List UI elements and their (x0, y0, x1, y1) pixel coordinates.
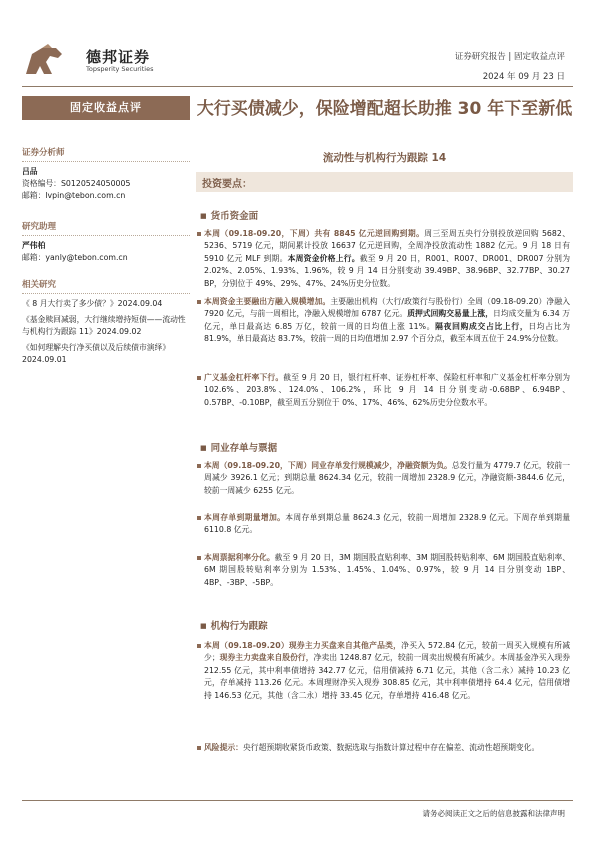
report-subtitle: 流动性与机构行为跟踪 14 (322, 152, 447, 164)
paragraph-repo: 本周（09.18-09.20，下周）共有 8845 亿元逆回购到期。周三至周五央行分别投放逆回购 5682、5236、5719 亿元，期间累计投放 16637 亿元逆回购，全周净投放流动性 1882 亿元。9 月 18 日有 5910 亿元 MLF 到期。本周资金价格上行。截至 9 月 20 日，R001、R007、DR001、DR007 分别为 2.02%、2.05%、1.93%、1.96%，较 9 月 14 日分别变动 39.49BP、38.96BP、32.77BP、30.27 BP，分别位于 49%、29%、47%、24%历史分位数。 (204, 228, 570, 290)
report-date: 2024 年 09 月 23 日 (482, 72, 565, 82)
analyst-heading: 证券分析师 (22, 146, 190, 162)
paragraph-cd-issue: 本周（09.18-09.20，下周）同业存单发行规模减少，净融资额为负。总发行量为 4779.7 亿元，较前一周减少 3926.1 亿元；到期总量 8624.34 亿元，较前一周增加 2328.9 亿元，净融资额-3844.6 亿元，较前一周减少 6255 亿元。 (204, 460, 570, 497)
assistant-email[interactable]: 邮箱：yanly@tebon.com.cn (22, 253, 128, 262)
paragraph-funding: 本周资金主要融出方融入规模增加。主要融出机构（大行/政策行与股份行）全周（09.18-09.20）净融入 7920 亿元，与前一周相比，净融入规模增加 6787 亿元。质押式回购交易量上涨，日均成交量为 6.34 万亿元，单日最高达 6.85 万亿，较前一周的日均值上涨 11%。隔夜回购成交占比上行，日均占比为 81.9%，单日最高达 83.7%，较前一周的日均值增加 2.97 个百分点，截至本周五位于 24.9%分位数。 (204, 296, 570, 346)
analyst-cert: 资格编号：S0120524050005 (22, 179, 131, 188)
related-item[interactable]: 《如何理解央行净买债以及后续债市演绎》2024.09.01 (22, 343, 171, 364)
analyst-name: 吕品 (22, 167, 38, 176)
assistant-heading: 研究助理 (22, 220, 190, 236)
footer-divider (22, 800, 573, 801)
logo-name-cn: 德邦证券 (86, 48, 151, 66)
key-points-bar (196, 172, 573, 192)
logo-name-en: Topsperity Securities (86, 65, 154, 73)
footer-disclaimer: 请务必阅读正文之后的信息披露和法律声明 (422, 809, 565, 818)
related-item[interactable]: 《基金赎回减弱，大行继续增持短债——流动性与机构行为跟踪 11》2024.09.02 (22, 315, 186, 336)
related-research-section (22, 278, 190, 370)
section-cd-bills: ■ 同业存单与票据 (200, 440, 570, 454)
paragraph-risk: 风险提示：央行超预期收紧货币政策、数据选取与指数计算过程中存在偏差、流动性超预期变化。 (204, 742, 570, 754)
paragraph-cd-maturity: 本周存单到期量增加。本周存单到期总量 8624.3 亿元，较前一周增加 2328.9 亿元。下周存单到期量 6110.8 亿元。 (204, 512, 570, 537)
assistant-name: 严伟柏 (22, 241, 46, 250)
paragraph-leverage: 广义基金杠杆率下行。截至 9 月 20 日，银行杠杆率、证券杠杆率、保险杠杆率和广义基金杠杆率分别为 102.6%、203.8%、124.0%、106.2%，环比 9 月 14 日分别变动-0.68BP、6.94BP、0.57BP、-0.10BP，截至周五分别位于 0%、17%、46%、62%历史分位数水平。 (204, 372, 570, 409)
section-institution: ■ 机构行为跟踪 (200, 618, 570, 632)
analyst-email[interactable]: 邮箱：lvpin@tebon.com.cn (22, 191, 126, 200)
report-category-tag: 固定收益点评 (22, 96, 190, 120)
report-title: 大行买债减少，保险增配超长助推 30 年下至新低 (196, 99, 573, 119)
paragraph-bill-rates: 本周票据利率分化。截至 9 月 20 日，3M 期国股直贴利率、3M 期国股转贴利率、6M 期国股直贴利率、6M 期国股转贴利率分别为 1.53%、1.45%、1.04%、0.97%，较 9 月 14 日分别变动 1BP、4BP、-3BP、-5BP。 (204, 552, 570, 589)
related-heading: 相关研究 (22, 278, 190, 294)
paragraph-institution-flows: 本周（09.18-09.20）现券主力买盘来自其他产品类，净买入 572.84 亿元，较前一周买入规模有所减少；现券主力卖盘来自股份行，净卖出 1248.87 亿元，较前一周卖出规模有所减少。本周基金净买入现券 212.55 亿元，其中利率债增持 342.77 亿元，信用债减持 6.71 亿元，其他（含二永）减持 10.23 亿元，存单减持 113.26 亿元。本周理财净买入现券 308.85 亿元，其中利率债增持 64.4 亿元，信用债增持 146.53 亿元，其他（含二永）增持 33.45 亿元，存单增持 416.48 亿元。 (204, 640, 570, 702)
header-divider (22, 86, 573, 87)
tebon-logo-icon (22, 44, 66, 78)
report-type: 证券研究报告 | 固定收益点评 (454, 52, 565, 62)
key-points-label: 投资要点： (202, 179, 252, 190)
related-item[interactable]: 《 8 月大行卖了多少债？》2024.09.04 (22, 299, 163, 308)
assistant-section (22, 220, 190, 264)
section-money-market: ■ 货币资金面 (200, 208, 570, 222)
analyst-section (22, 146, 190, 202)
